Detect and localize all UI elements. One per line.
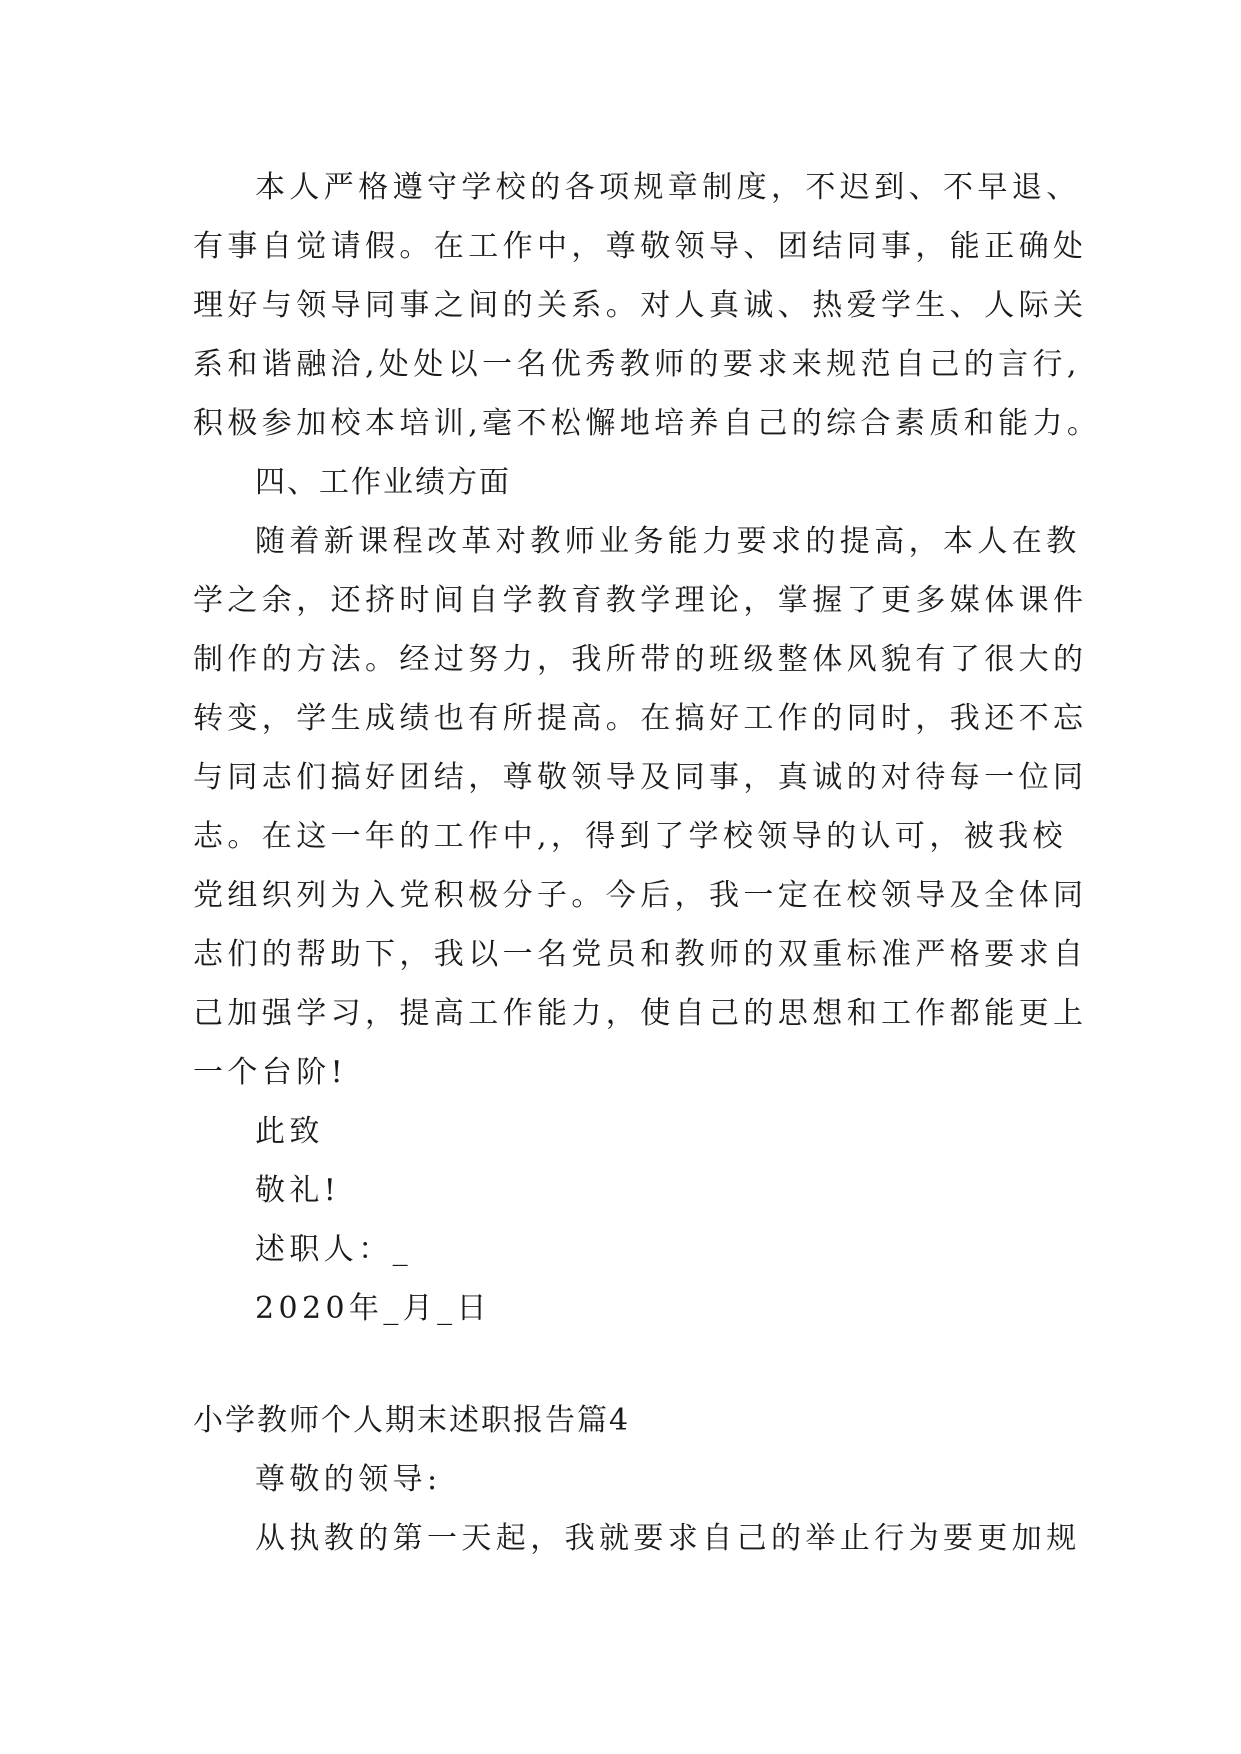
paragraph-line: 制作的方法。经过努力，我所带的班级整体风貌有了很大的 [193, 642, 1088, 677]
paragraph-line: 志。在这一年的工作中,，得到了学校领导的认可，被我校 [193, 819, 1067, 854]
paragraph-line: 志们的帮助下，我以一名党员和教师的双重标准严格要求自 [193, 937, 1088, 972]
signature-line: 述职人：_ [255, 1232, 412, 1267]
paragraph-line: 一个台阶! [193, 1055, 348, 1090]
paragraph-line: 理好与领导同事之间的关系。对人真诚、热爱学生、人际关 [193, 288, 1088, 323]
closing-line: 此致 [255, 1114, 324, 1149]
paragraph-line: 转变，学生成绩也有所提高。在搞好工作的同时，我还不忘 [193, 701, 1088, 736]
paragraph-line: 积极参加校本培训,毫不松懈地培养自己的综合素质和能力。 [193, 406, 1102, 441]
greeting-line: 尊敬的领导: [255, 1462, 442, 1497]
next-report-title: 小学教师个人期末述职报告篇4 [193, 1403, 631, 1438]
paragraph-line: 党组织列为入党积极分子。今后，我一定在校领导及全体同 [193, 878, 1088, 913]
paragraph-line: 本人严格遵守学校的各项规章制度，不迟到、不早退、 [255, 170, 1081, 205]
paragraph-line: 与同志们搞好团结，尊敬领导及同事，真诚的对待每一位同 [193, 760, 1088, 795]
salutation-line: 敬礼! [255, 1173, 341, 1208]
document-body [193, 158, 1102, 1568]
paragraph-line: 随着新课程改革对教师业务能力要求的提高，本人在教 [255, 524, 1081, 559]
section-spacer [193, 1338, 1053, 1391]
paragraph-line: 从执教的第一天起，我就要求自己的举止行为要更加规 [255, 1521, 1081, 1556]
paragraph-line: 学之余，还挤时间自学教育教学理论，掌握了更多媒体课件 [193, 583, 1088, 618]
paragraph-line: 有事自觉请假。在工作中，尊敬领导、团结同事，能正确处 [193, 229, 1088, 264]
paragraph-line: 系和谐融洽,处处以一名优秀教师的要求来规范自己的言行, [193, 347, 1081, 382]
paragraph-line: 己加强学习，提高工作能力，使自己的思想和工作都能更上 [193, 996, 1088, 1031]
date-line: 2020年_月_日 [255, 1291, 491, 1326]
section-heading: 四、工作业绩方面 [255, 465, 511, 500]
